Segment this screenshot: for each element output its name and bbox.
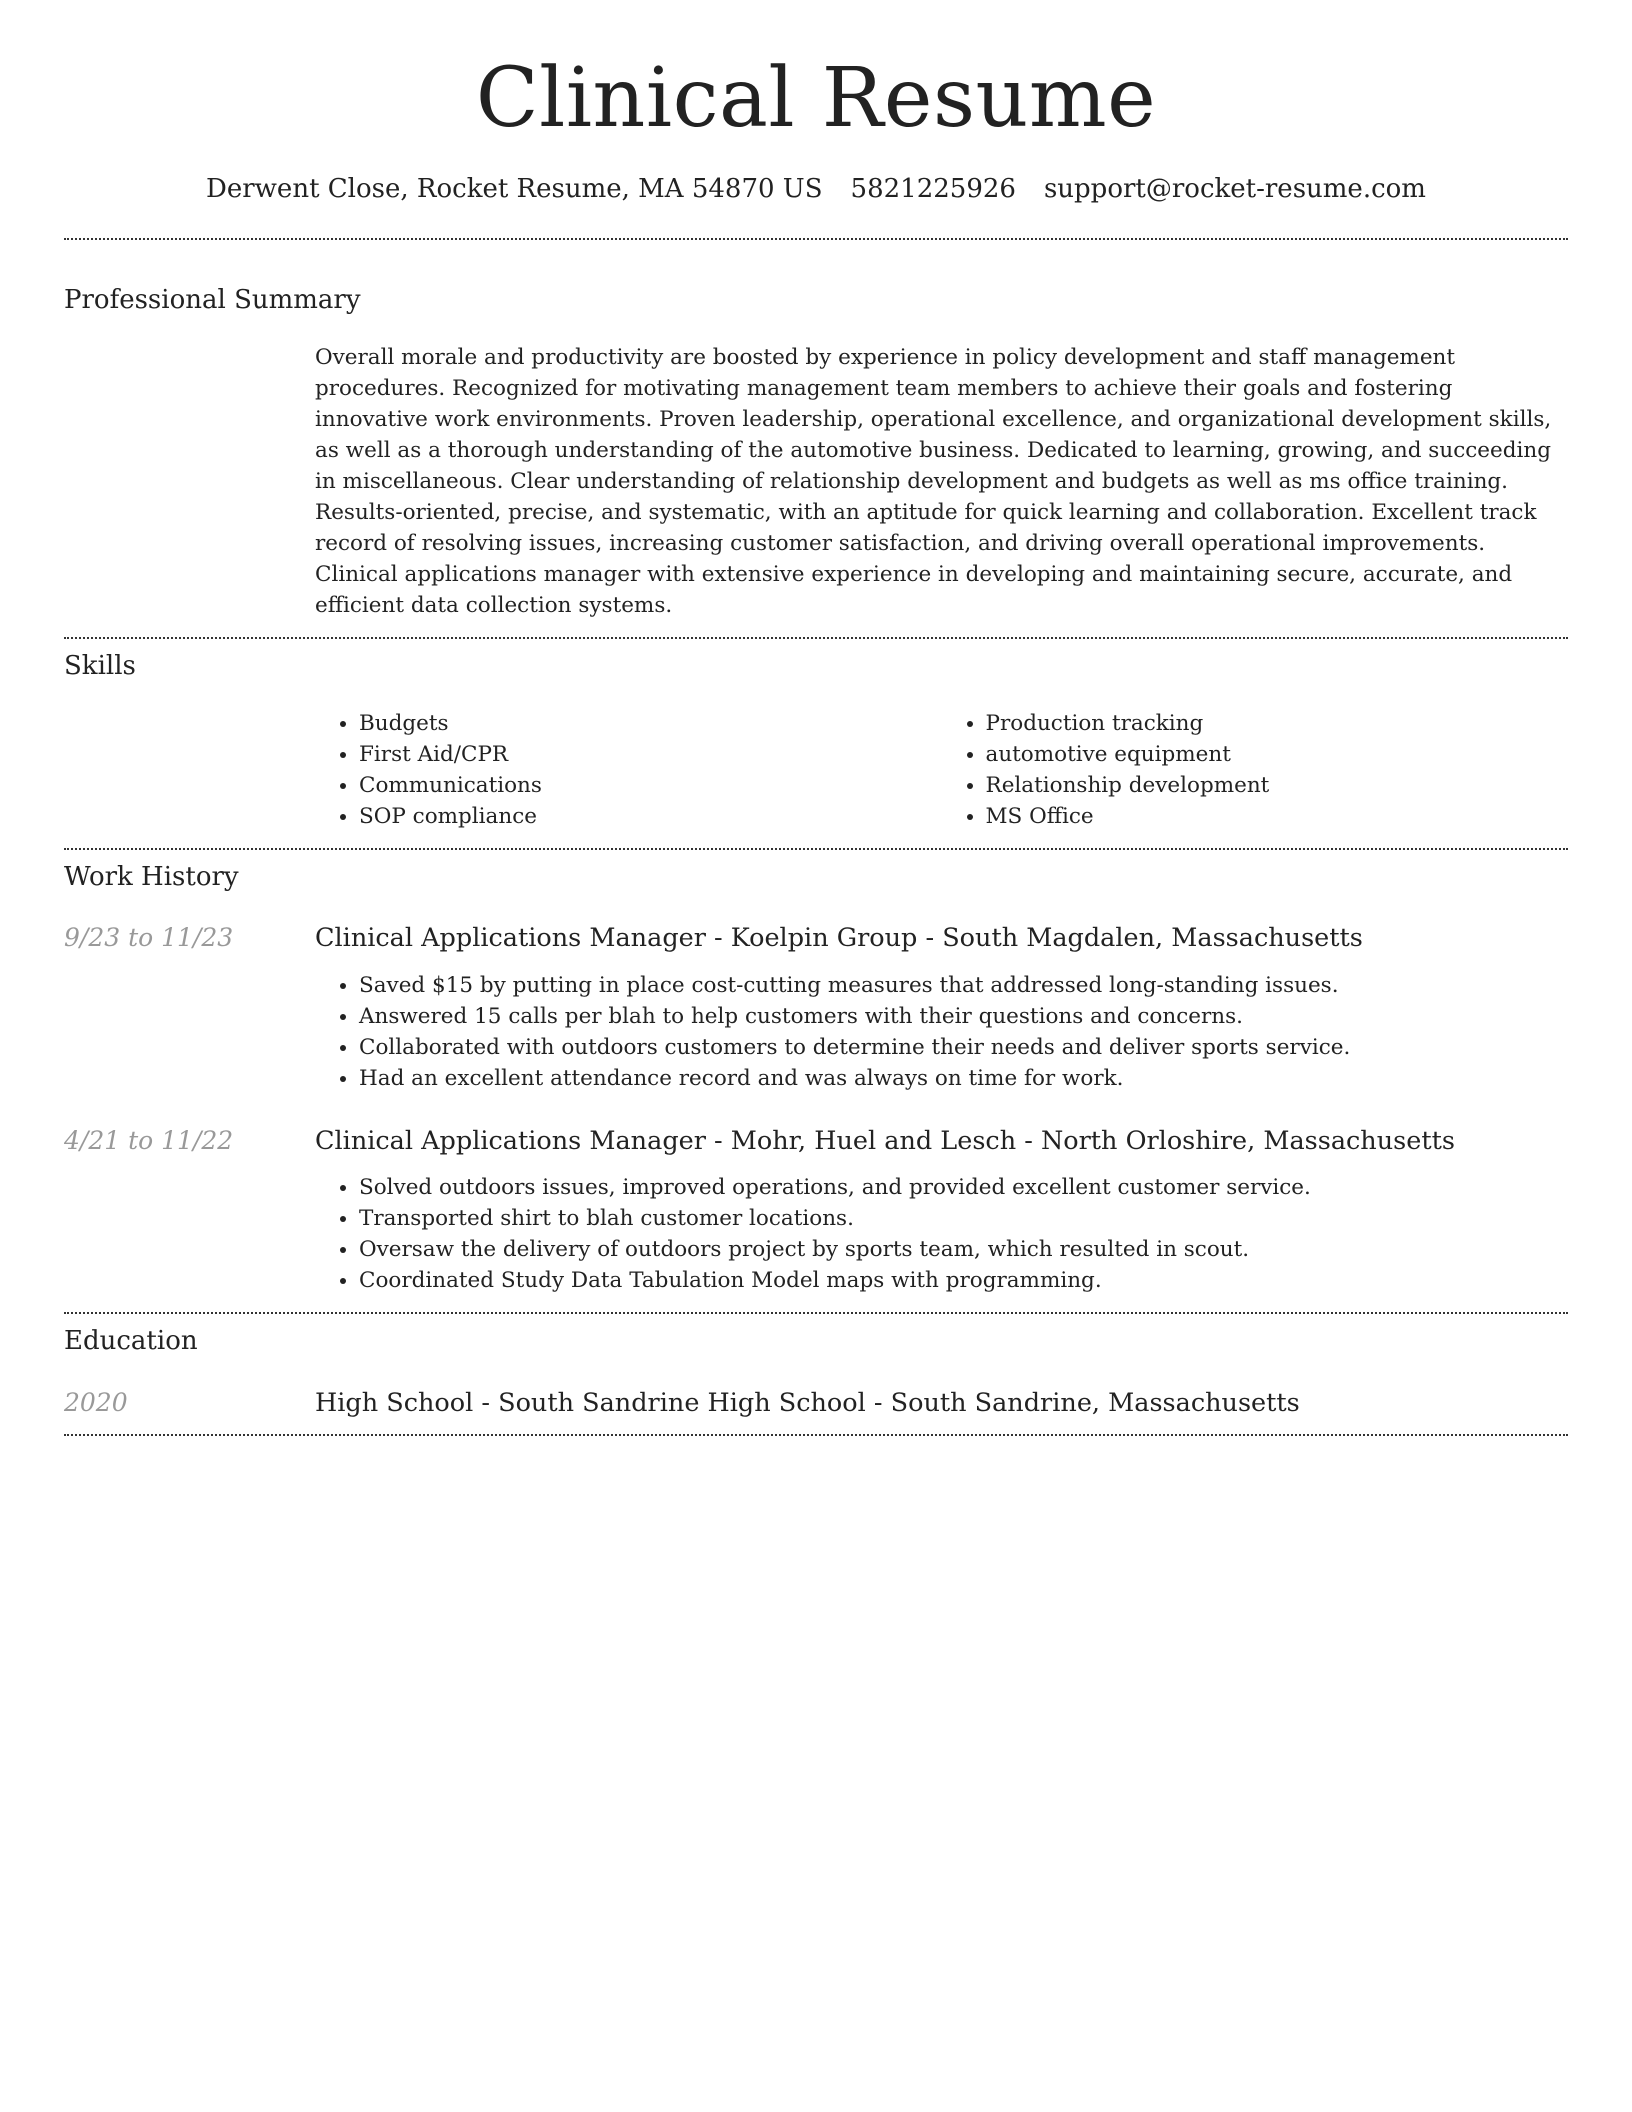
job-body	[315, 923, 1568, 1094]
contact-address: Derwent Close, Rocket Resume, MA 54870 US	[206, 174, 823, 205]
contact-email: support@rocket-resume.com	[1043, 174, 1426, 205]
skills-section	[64, 651, 1568, 848]
skill-item: • automotive equipment	[986, 739, 1569, 770]
job-title: Clinical Applications Manager - Mohr, Huel and Lesch - North Orloshire, Massachusetts	[315, 1125, 1455, 1156]
divider	[64, 1434, 1568, 1436]
job-bullet: • Solved outdoors issues, improved operations, and provided excellent customer service.	[359, 1172, 1568, 1203]
job-bullet: • Answered 15 calls per blah to help customers with their questions and concerns.	[359, 1001, 1568, 1032]
job-entry	[64, 1126, 1568, 1297]
job-bullet: • Collaborated with outdoors customers to determine their needs and deliver sports service.	[359, 1032, 1568, 1063]
skill-item: • Production tracking	[986, 708, 1569, 739]
skill-item: • Communications	[359, 770, 942, 801]
work-history-section	[64, 862, 1568, 1312]
summary-heading: Professional Summary	[64, 284, 361, 315]
education-date: 2020	[64, 1387, 128, 1417]
job-bullet: • Saved $15 by putting in place cost-cutting measures that addressed long-standing issues.	[359, 970, 1568, 1001]
work-history-heading: Work History	[64, 861, 239, 892]
summary-section	[64, 285, 1568, 637]
job-bullet: • Had an excellent attendance record and was always on time for work.	[359, 1063, 1568, 1094]
education-entry	[64, 1388, 1568, 1435]
job-title: Clinical Applications Manager - Koelpin Group - South Magdalen, Massachusetts	[315, 923, 1363, 954]
job-date: 4/21 to 11/22	[64, 1125, 234, 1155]
divider	[64, 1312, 1568, 1314]
job-body	[315, 1126, 1568, 1297]
job-bullets	[315, 1172, 1568, 1296]
education-heading: Education	[64, 1326, 198, 1357]
skills-column-right	[942, 708, 1569, 832]
skill-item: • MS Office	[986, 801, 1569, 832]
job-bullet: • Oversaw the delivery of outdoors project by sports team, which resulted in scout.	[359, 1234, 1568, 1265]
skill-item: • Relationship development	[986, 770, 1569, 801]
contact-line	[64, 174, 1568, 205]
divider	[64, 637, 1568, 639]
divider	[64, 238, 1568, 240]
education-section	[64, 1326, 1568, 1434]
skills-heading: Skills	[64, 650, 136, 681]
skill-item: • First Aid/CPR	[359, 739, 942, 770]
education-title: High School - South Sandrine High School - South Sandrine, Massachusetts	[315, 1387, 1300, 1418]
summary-text: Overall morale and productivity are boosted by experience in policy development and staff management procedures. Recognized for motivating management team members to achieve their goals and fostering innovative work environments. Proven leadership, operational excellence, and organizational development skills, as well as a thorough understanding of the automotive business. Dedicated to learning, growing, and succeeding in miscellaneous. Clear understanding of relationship development and budgets as well as ms office training. Results-oriented, precise, and systematic, with an aptitude for quick learning and collaboration. Excellent track record of resolving issues, increasing customer satisfaction, and driving overall operational improvements. Clinical applications manager with extensive experience in developing and maintaining secure, accurate, and efficient data collection systems.	[315, 344, 1552, 618]
skills-column-left	[315, 708, 942, 832]
divider	[64, 848, 1568, 850]
job-entry	[64, 923, 1568, 1094]
skills-columns	[315, 708, 1568, 848]
resume-title: Clinical Resume	[475, 51, 1157, 146]
job-bullets	[315, 970, 1568, 1094]
job-bullet: • Coordinated Study Data Tabulation Model maps with programming.	[359, 1265, 1568, 1296]
skill-item: • SOP compliance	[359, 801, 942, 832]
skill-item: • Budgets	[359, 708, 942, 739]
job-bullet: • Transported shirt to blah customer locations.	[359, 1203, 1568, 1234]
contact-phone: 5821225926	[850, 174, 1016, 205]
job-date: 9/23 to 11/23	[64, 923, 234, 953]
